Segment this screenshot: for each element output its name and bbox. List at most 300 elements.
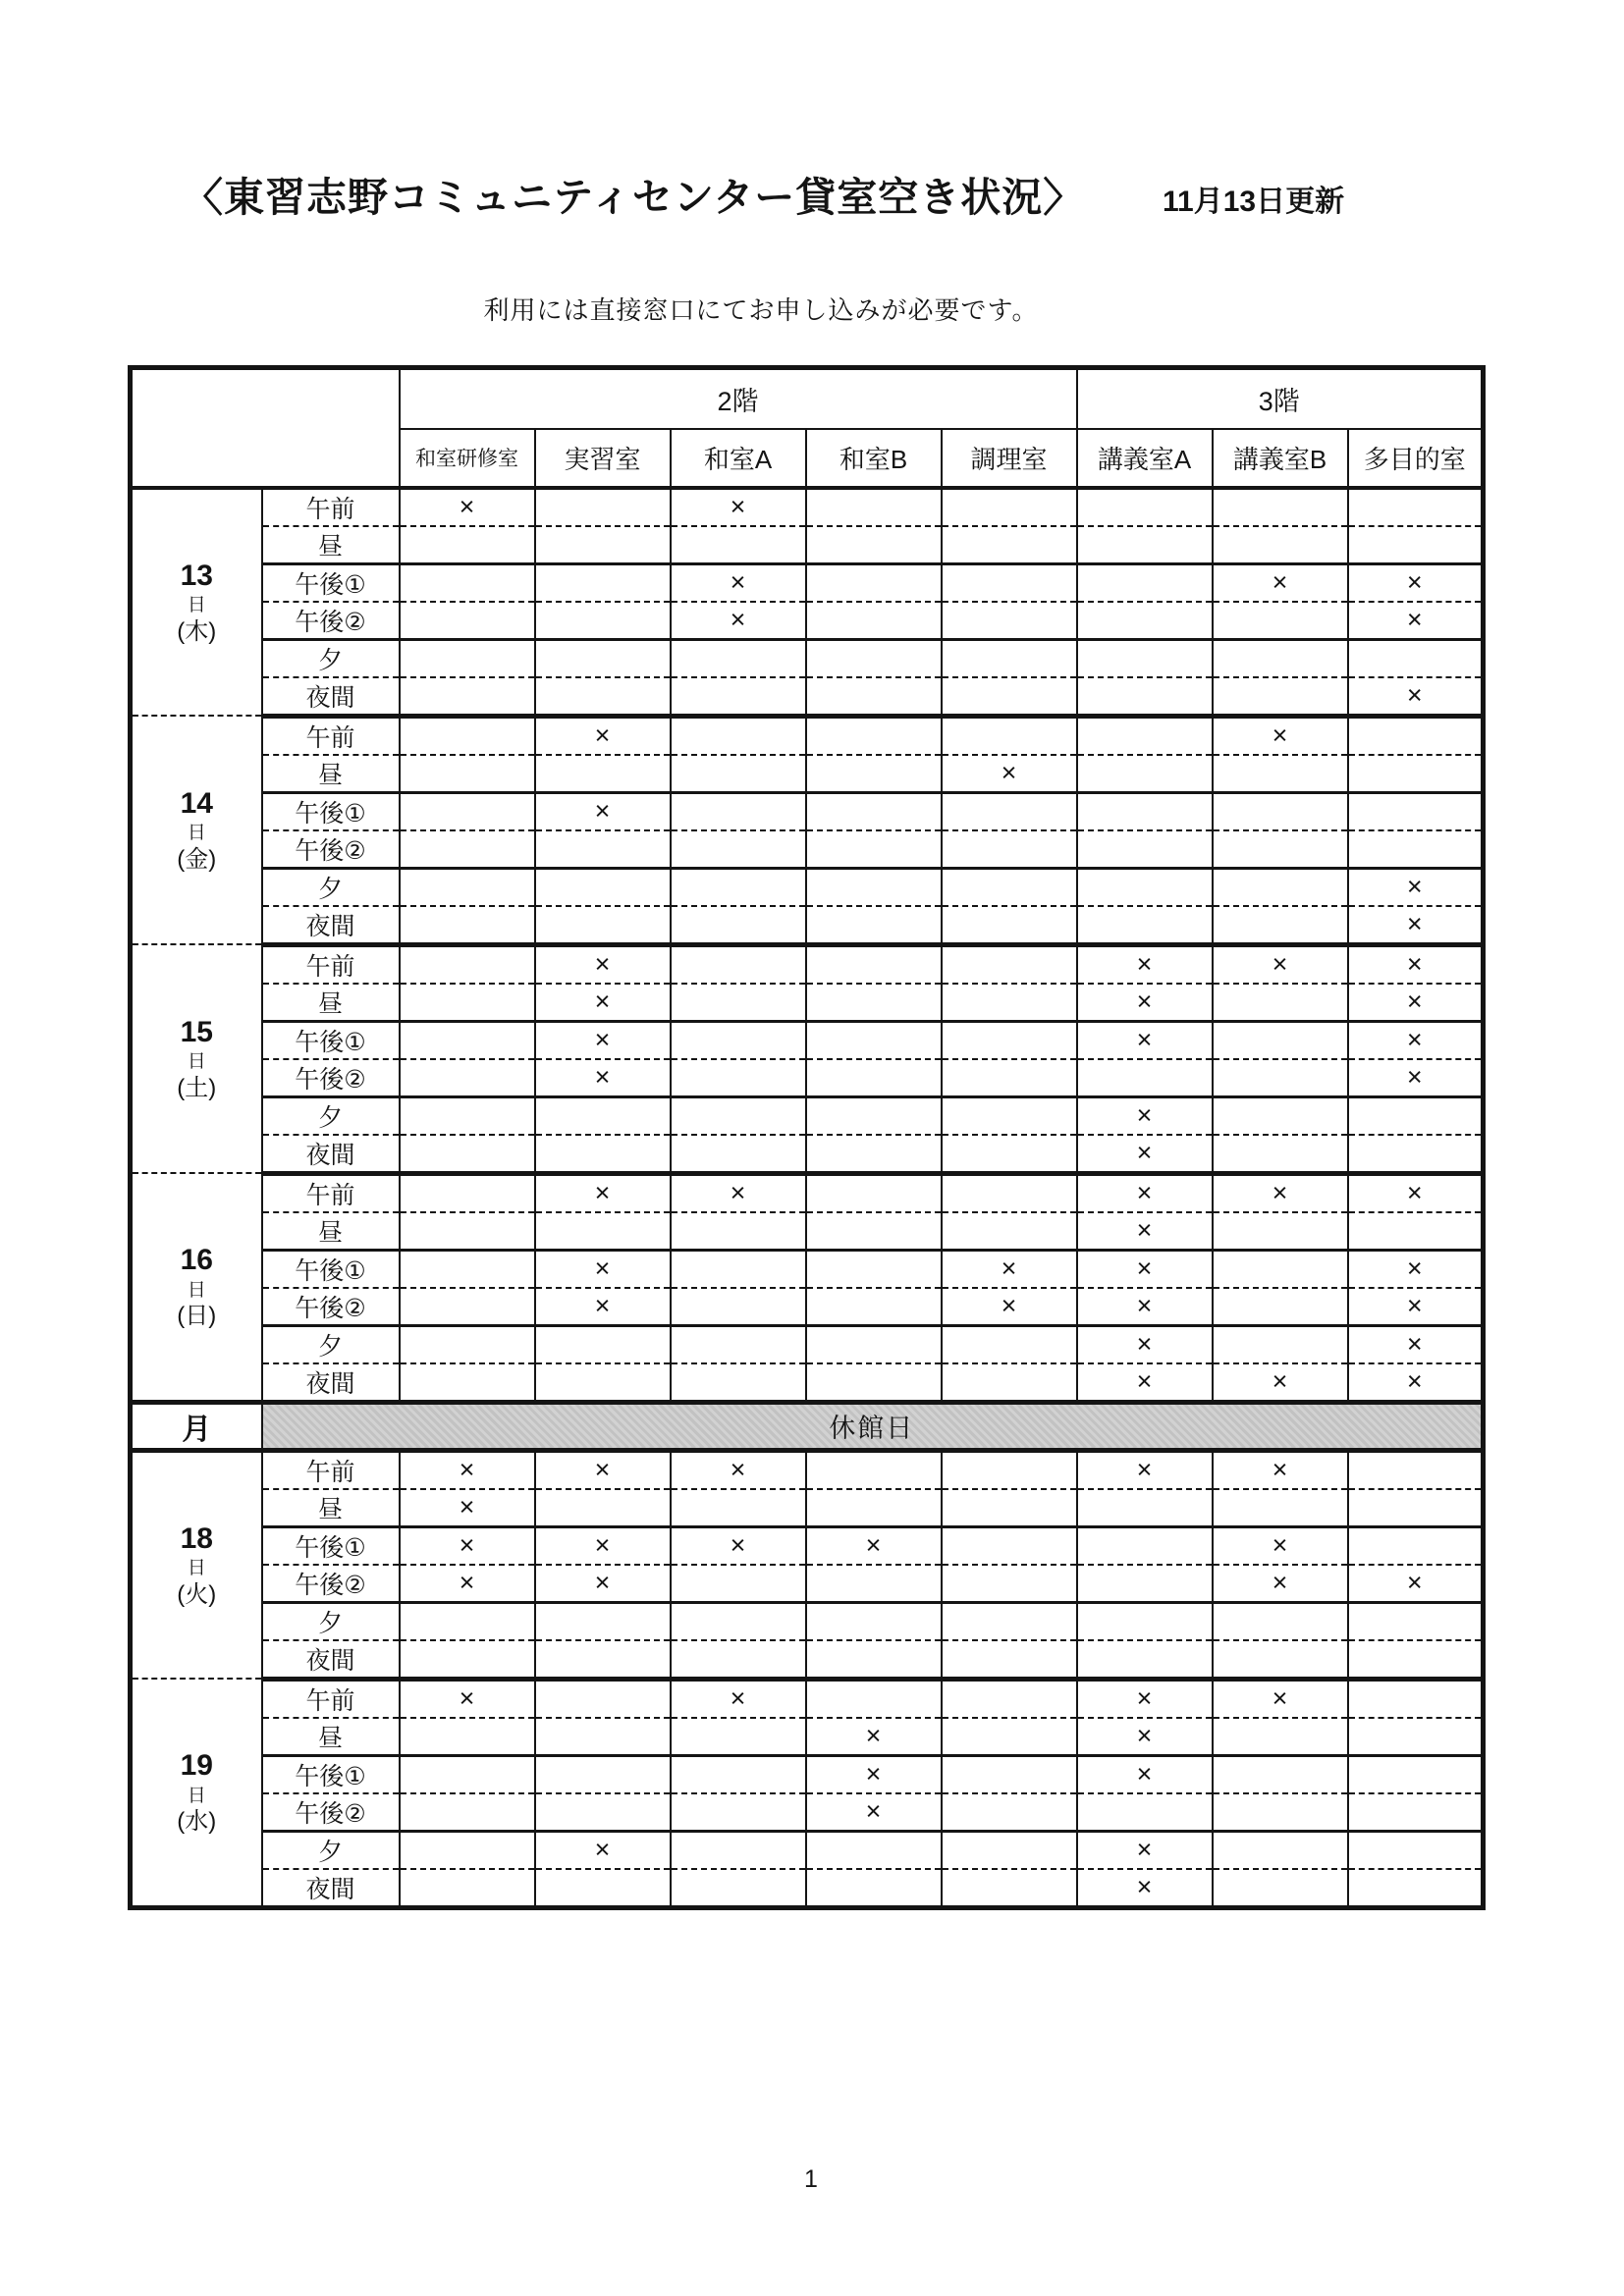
unavailable-mark-cell: × xyxy=(806,1793,942,1832)
available-empty-cell xyxy=(1077,1793,1213,1832)
date-cell xyxy=(131,1450,262,1679)
available-empty-cell xyxy=(1077,868,1213,906)
available-empty-cell xyxy=(400,1212,535,1251)
unavailable-mark-cell: × xyxy=(1077,1718,1213,1756)
date-weekday: (土) xyxy=(177,1075,217,1102)
time-slot-label: 夕 xyxy=(262,639,400,677)
available-empty-cell xyxy=(1348,1718,1484,1756)
available-empty-cell xyxy=(671,1212,806,1251)
available-empty-cell xyxy=(1348,1831,1484,1869)
date-weekday: (木) xyxy=(177,617,217,645)
available-empty-cell xyxy=(671,1640,806,1680)
available-empty-cell xyxy=(400,1325,535,1363)
available-empty-cell xyxy=(806,1679,942,1718)
unavailable-mark-cell: × xyxy=(1077,1869,1213,1908)
available-empty-cell xyxy=(942,1602,1077,1640)
unavailable-mark-cell: × xyxy=(671,1450,806,1489)
available-empty-cell xyxy=(942,1135,1077,1174)
available-empty-cell xyxy=(535,1679,671,1718)
unavailable-mark-cell: × xyxy=(535,1059,671,1097)
time-slot-label: 午後① xyxy=(262,1021,400,1059)
available-empty-cell xyxy=(400,1021,535,1059)
available-empty-cell xyxy=(535,677,671,717)
available-empty-cell xyxy=(671,1489,806,1527)
available-empty-cell xyxy=(671,792,806,830)
unavailable-mark-cell: × xyxy=(671,1526,806,1565)
availability-table-body xyxy=(131,488,1484,1908)
time-slot-label: 昼 xyxy=(262,1489,400,1527)
date-unit: 日 xyxy=(187,1558,206,1579)
unavailable-mark-cell: × xyxy=(671,1173,806,1212)
available-empty-cell xyxy=(806,868,942,906)
time-slot-label: 昼 xyxy=(262,984,400,1022)
unavailable-mark-cell: × xyxy=(1077,1755,1213,1793)
time-slot-label: 夕 xyxy=(262,868,400,906)
slot-row xyxy=(131,716,1484,755)
available-empty-cell xyxy=(1077,639,1213,677)
time-slot-label: 夜間 xyxy=(262,1363,400,1403)
available-empty-cell xyxy=(400,755,535,793)
available-empty-cell xyxy=(671,944,806,984)
available-empty-cell xyxy=(400,1640,535,1680)
available-empty-cell xyxy=(535,1793,671,1832)
available-empty-cell xyxy=(1213,1021,1348,1059)
available-empty-cell xyxy=(671,1288,806,1326)
available-empty-cell xyxy=(671,1831,806,1869)
unavailable-mark-cell: × xyxy=(671,1679,806,1718)
available-empty-cell xyxy=(1077,1489,1213,1527)
available-empty-cell xyxy=(806,488,942,526)
available-empty-cell xyxy=(806,755,942,793)
slot-row xyxy=(131,1640,1484,1680)
application-notice: 利用には直接窓口にてお申し込みが必要です。 xyxy=(483,295,1039,325)
available-empty-cell xyxy=(1077,526,1213,564)
unavailable-mark-cell: × xyxy=(535,984,671,1022)
time-slot-label: 午前 xyxy=(262,716,400,755)
available-empty-cell xyxy=(942,639,1077,677)
date-unit: 日 xyxy=(187,595,206,616)
available-empty-cell xyxy=(1077,488,1213,526)
available-empty-cell xyxy=(671,1135,806,1174)
available-empty-cell xyxy=(400,1755,535,1793)
unavailable-mark-cell: × xyxy=(535,1021,671,1059)
available-empty-cell xyxy=(806,1450,942,1489)
unavailable-mark-cell: × xyxy=(1077,1363,1213,1403)
date-unit: 日 xyxy=(187,1279,206,1301)
slot-row xyxy=(131,1021,1484,1059)
available-empty-cell xyxy=(806,526,942,564)
available-empty-cell xyxy=(942,944,1077,984)
available-empty-cell xyxy=(1077,1526,1213,1565)
available-empty-cell xyxy=(1348,792,1484,830)
room-header: 実習室 xyxy=(535,429,671,488)
available-empty-cell xyxy=(535,1602,671,1640)
slot-row xyxy=(131,488,1484,526)
available-empty-cell xyxy=(806,563,942,602)
date-weekday: (金) xyxy=(177,846,217,874)
slot-row xyxy=(131,1325,1484,1363)
available-empty-cell xyxy=(1348,755,1484,793)
available-empty-cell xyxy=(1213,1250,1348,1288)
available-empty-cell xyxy=(806,1059,942,1097)
available-empty-cell xyxy=(1077,716,1213,755)
slot-row xyxy=(131,1363,1484,1403)
time-slot-label: 午前 xyxy=(262,1679,400,1718)
unavailable-mark-cell: × xyxy=(806,1755,942,1793)
time-slot-label: 午後① xyxy=(262,1755,400,1793)
available-empty-cell xyxy=(1213,792,1348,830)
available-empty-cell xyxy=(942,984,1077,1022)
available-empty-cell xyxy=(1077,792,1213,830)
available-empty-cell xyxy=(806,639,942,677)
available-empty-cell xyxy=(942,602,1077,640)
time-slot-label: 夜間 xyxy=(262,906,400,945)
floor-header-2f: 2階 xyxy=(400,368,1077,429)
date-unit: 日 xyxy=(187,823,206,844)
time-slot-label: 夜間 xyxy=(262,1869,400,1908)
available-empty-cell xyxy=(535,1096,671,1135)
unavailable-mark-cell: × xyxy=(1077,984,1213,1022)
slot-row xyxy=(131,1831,1484,1869)
slot-row xyxy=(131,1489,1484,1527)
unavailable-mark-cell: × xyxy=(535,1288,671,1326)
available-empty-cell xyxy=(806,1489,942,1527)
available-empty-cell xyxy=(942,1173,1077,1212)
available-empty-cell xyxy=(1213,488,1348,526)
unavailable-mark-cell: × xyxy=(1077,1212,1213,1251)
unavailable-mark-cell: × xyxy=(1348,1059,1484,1097)
available-empty-cell xyxy=(1213,1288,1348,1326)
available-empty-cell xyxy=(942,792,1077,830)
slot-row xyxy=(131,1869,1484,1908)
available-empty-cell xyxy=(400,526,535,564)
available-empty-cell xyxy=(535,1212,671,1251)
date-cell xyxy=(131,1173,262,1402)
available-empty-cell xyxy=(942,1831,1077,1869)
unavailable-mark-cell: × xyxy=(1213,716,1348,755)
available-empty-cell xyxy=(535,1135,671,1174)
available-empty-cell xyxy=(671,984,806,1022)
available-empty-cell xyxy=(1348,716,1484,755)
available-empty-cell xyxy=(806,1212,942,1251)
available-empty-cell xyxy=(535,868,671,906)
available-empty-cell xyxy=(671,716,806,755)
unavailable-mark-cell: × xyxy=(400,1679,535,1718)
available-empty-cell xyxy=(671,1602,806,1640)
unavailable-mark-cell: × xyxy=(1077,1096,1213,1135)
unavailable-mark-cell: × xyxy=(1213,1450,1348,1489)
unavailable-mark-cell: × xyxy=(1213,1679,1348,1718)
unavailable-mark-cell: × xyxy=(671,602,806,640)
available-empty-cell xyxy=(671,1021,806,1059)
time-slot-label: 夜間 xyxy=(262,677,400,717)
available-empty-cell xyxy=(400,792,535,830)
time-slot-label: 午後① xyxy=(262,1250,400,1288)
available-empty-cell xyxy=(806,677,942,717)
unavailable-mark-cell: × xyxy=(1348,944,1484,984)
available-empty-cell xyxy=(806,1021,942,1059)
available-empty-cell xyxy=(1348,1602,1484,1640)
available-empty-cell xyxy=(942,563,1077,602)
available-empty-cell xyxy=(1213,639,1348,677)
availability-table xyxy=(128,365,1486,1910)
time-slot-label: 午後② xyxy=(262,1059,400,1097)
unavailable-mark-cell: × xyxy=(1348,1021,1484,1059)
floor-header-row xyxy=(131,368,1484,429)
available-empty-cell xyxy=(400,563,535,602)
unavailable-mark-cell: × xyxy=(1213,1173,1348,1212)
available-empty-cell xyxy=(1213,984,1348,1022)
available-empty-cell xyxy=(671,1059,806,1097)
date-number: 16 xyxy=(180,1244,213,1277)
unavailable-mark-cell: × xyxy=(535,716,671,755)
available-empty-cell xyxy=(400,830,535,869)
available-empty-cell xyxy=(1348,1450,1484,1489)
available-empty-cell xyxy=(942,906,1077,945)
available-empty-cell xyxy=(1213,906,1348,945)
room-header: 多目的室 xyxy=(1348,429,1484,488)
unavailable-mark-cell: × xyxy=(535,1831,671,1869)
available-empty-cell xyxy=(535,602,671,640)
time-slot-label: 午後② xyxy=(262,1793,400,1832)
available-empty-cell xyxy=(942,1021,1077,1059)
available-empty-cell xyxy=(1213,830,1348,869)
available-empty-cell xyxy=(806,1096,942,1135)
available-empty-cell xyxy=(942,1640,1077,1680)
updated-date-label: 11月13日更新 xyxy=(1163,186,1345,218)
slot-row xyxy=(131,1173,1484,1212)
unavailable-mark-cell: × xyxy=(1348,868,1484,906)
available-empty-cell xyxy=(942,1565,1077,1603)
available-empty-cell xyxy=(535,1640,671,1680)
available-empty-cell xyxy=(671,677,806,717)
unavailable-mark-cell: × xyxy=(1348,1325,1484,1363)
available-empty-cell xyxy=(400,602,535,640)
time-slot-label: 昼 xyxy=(262,526,400,564)
time-slot-label: 昼 xyxy=(262,1212,400,1251)
unavailable-mark-cell: × xyxy=(535,1173,671,1212)
available-empty-cell xyxy=(671,830,806,869)
room-header: 講義室A xyxy=(1077,429,1213,488)
slot-row xyxy=(131,1135,1484,1174)
unavailable-mark-cell: × xyxy=(1077,1831,1213,1869)
available-empty-cell xyxy=(942,1793,1077,1832)
unavailable-mark-cell: × xyxy=(1348,677,1484,717)
unavailable-mark-cell: × xyxy=(942,1250,1077,1288)
unavailable-mark-cell: × xyxy=(942,755,1077,793)
available-empty-cell xyxy=(400,906,535,945)
available-empty-cell xyxy=(400,677,535,717)
available-empty-cell xyxy=(1077,906,1213,945)
available-empty-cell xyxy=(942,1718,1077,1756)
available-empty-cell xyxy=(942,1869,1077,1908)
available-empty-cell xyxy=(1213,1212,1348,1251)
available-empty-cell xyxy=(400,1793,535,1832)
slot-row xyxy=(131,1602,1484,1640)
unavailable-mark-cell: × xyxy=(400,1526,535,1565)
date-weekday: (日) xyxy=(177,1303,217,1330)
unavailable-mark-cell: × xyxy=(1213,1363,1348,1403)
available-empty-cell xyxy=(1213,868,1348,906)
available-empty-cell xyxy=(1213,1096,1348,1135)
slot-row xyxy=(131,1450,1484,1489)
available-empty-cell xyxy=(1213,1602,1348,1640)
slot-row xyxy=(131,830,1484,869)
slot-row xyxy=(131,1212,1484,1251)
available-empty-cell xyxy=(1348,1869,1484,1908)
time-slot-label: 午後② xyxy=(262,830,400,869)
available-empty-cell xyxy=(942,1526,1077,1565)
available-empty-cell xyxy=(942,1059,1077,1097)
available-empty-cell xyxy=(400,1602,535,1640)
slot-row xyxy=(131,868,1484,906)
unavailable-mark-cell: × xyxy=(1348,1173,1484,1212)
available-empty-cell xyxy=(1213,677,1348,717)
available-empty-cell xyxy=(942,1096,1077,1135)
unavailable-mark-cell: × xyxy=(535,1565,671,1603)
available-empty-cell xyxy=(1348,1135,1484,1174)
slot-row xyxy=(131,1059,1484,1097)
unavailable-mark-cell: × xyxy=(1348,563,1484,602)
date-number: 14 xyxy=(180,786,213,820)
available-empty-cell xyxy=(942,868,1077,906)
available-empty-cell xyxy=(671,1250,806,1288)
available-empty-cell xyxy=(1348,1489,1484,1527)
time-slot-label: 夕 xyxy=(262,1096,400,1135)
unavailable-mark-cell: × xyxy=(1348,1288,1484,1326)
available-empty-cell xyxy=(671,1793,806,1832)
unavailable-mark-cell: × xyxy=(1077,1679,1213,1718)
unavailable-mark-cell: × xyxy=(1348,984,1484,1022)
slot-row xyxy=(131,1526,1484,1565)
unavailable-mark-cell: × xyxy=(535,1250,671,1288)
available-empty-cell xyxy=(806,1173,942,1212)
unavailable-mark-cell: × xyxy=(942,1288,1077,1326)
available-empty-cell xyxy=(535,1363,671,1403)
available-empty-cell xyxy=(1077,1565,1213,1603)
slot-row xyxy=(131,1565,1484,1603)
floor-header-3f: 3階 xyxy=(1077,368,1484,429)
date-cell xyxy=(131,716,262,944)
available-empty-cell xyxy=(1077,602,1213,640)
available-empty-cell xyxy=(1213,755,1348,793)
available-empty-cell xyxy=(806,830,942,869)
available-empty-cell xyxy=(1348,639,1484,677)
available-empty-cell xyxy=(1213,1831,1348,1869)
unavailable-mark-cell: × xyxy=(806,1526,942,1565)
slot-row xyxy=(131,602,1484,640)
available-empty-cell xyxy=(671,1363,806,1403)
available-empty-cell xyxy=(671,868,806,906)
available-empty-cell xyxy=(671,526,806,564)
available-empty-cell xyxy=(400,1096,535,1135)
unavailable-mark-cell: × xyxy=(1213,1565,1348,1603)
available-empty-cell xyxy=(806,716,942,755)
available-empty-cell xyxy=(1348,1526,1484,1565)
time-slot-label: 午後② xyxy=(262,1288,400,1326)
available-empty-cell xyxy=(671,1565,806,1603)
time-slot-label: 夕 xyxy=(262,1602,400,1640)
time-slot-label: 午後① xyxy=(262,792,400,830)
slot-row xyxy=(131,1755,1484,1793)
unavailable-mark-cell: × xyxy=(671,488,806,526)
available-empty-cell xyxy=(806,1602,942,1640)
room-header: 講義室B xyxy=(1213,429,1348,488)
available-empty-cell xyxy=(400,1869,535,1908)
available-empty-cell xyxy=(942,1325,1077,1363)
unavailable-mark-cell: × xyxy=(400,488,535,526)
slot-row xyxy=(131,1096,1484,1135)
slot-row xyxy=(131,639,1484,677)
available-empty-cell xyxy=(942,526,1077,564)
available-empty-cell xyxy=(671,1755,806,1793)
time-slot-label: 夜間 xyxy=(262,1135,400,1174)
available-empty-cell xyxy=(535,1755,671,1793)
room-header: 調理室 xyxy=(942,429,1077,488)
slot-row xyxy=(131,944,1484,984)
available-empty-cell xyxy=(942,1450,1077,1489)
available-empty-cell xyxy=(806,984,942,1022)
date-number: 13 xyxy=(180,559,213,592)
available-empty-cell xyxy=(1213,1489,1348,1527)
unavailable-mark-cell: × xyxy=(535,1450,671,1489)
unavailable-mark-cell: × xyxy=(1213,944,1348,984)
available-empty-cell xyxy=(1348,1640,1484,1680)
slot-row xyxy=(131,1679,1484,1718)
available-empty-cell xyxy=(400,1831,535,1869)
unavailable-mark-cell: × xyxy=(1077,1450,1213,1489)
available-empty-cell xyxy=(535,1718,671,1756)
unavailable-mark-cell: × xyxy=(1213,563,1348,602)
available-empty-cell xyxy=(1348,1096,1484,1135)
time-slot-label: 夜間 xyxy=(262,1640,400,1680)
available-empty-cell xyxy=(806,1135,942,1174)
available-empty-cell xyxy=(806,1325,942,1363)
date-cell xyxy=(131,488,262,717)
page-number: 1 xyxy=(804,2165,818,2193)
available-empty-cell xyxy=(1213,1135,1348,1174)
unavailable-mark-cell: × xyxy=(1077,1173,1213,1212)
slot-row xyxy=(131,677,1484,717)
available-empty-cell xyxy=(535,1869,671,1908)
slot-row xyxy=(131,526,1484,564)
available-empty-cell xyxy=(1213,1869,1348,1908)
available-empty-cell xyxy=(806,1288,942,1326)
available-empty-cell xyxy=(942,1755,1077,1793)
time-slot-label: 午後② xyxy=(262,602,400,640)
available-empty-cell xyxy=(942,1212,1077,1251)
available-empty-cell xyxy=(942,716,1077,755)
available-empty-cell xyxy=(671,1718,806,1756)
available-empty-cell xyxy=(942,1489,1077,1527)
available-empty-cell xyxy=(806,1363,942,1403)
available-empty-cell xyxy=(1348,488,1484,526)
room-header: 和室A xyxy=(671,429,806,488)
time-slot-label: 午前 xyxy=(262,1450,400,1489)
availability-table-container xyxy=(128,365,1486,1910)
available-empty-cell xyxy=(806,602,942,640)
date-number: 18 xyxy=(180,1522,213,1555)
available-empty-cell xyxy=(1348,1755,1484,1793)
unavailable-mark-cell: × xyxy=(400,1450,535,1489)
available-empty-cell xyxy=(671,906,806,945)
page-title: 〈東習志野コミュニティセンター貸室空き状況〉 xyxy=(183,175,1085,220)
time-slot-label: 夕 xyxy=(262,1831,400,1869)
time-slot-label: 午後② xyxy=(262,1565,400,1603)
available-empty-cell xyxy=(806,792,942,830)
available-empty-cell xyxy=(400,1718,535,1756)
slot-row xyxy=(131,755,1484,793)
